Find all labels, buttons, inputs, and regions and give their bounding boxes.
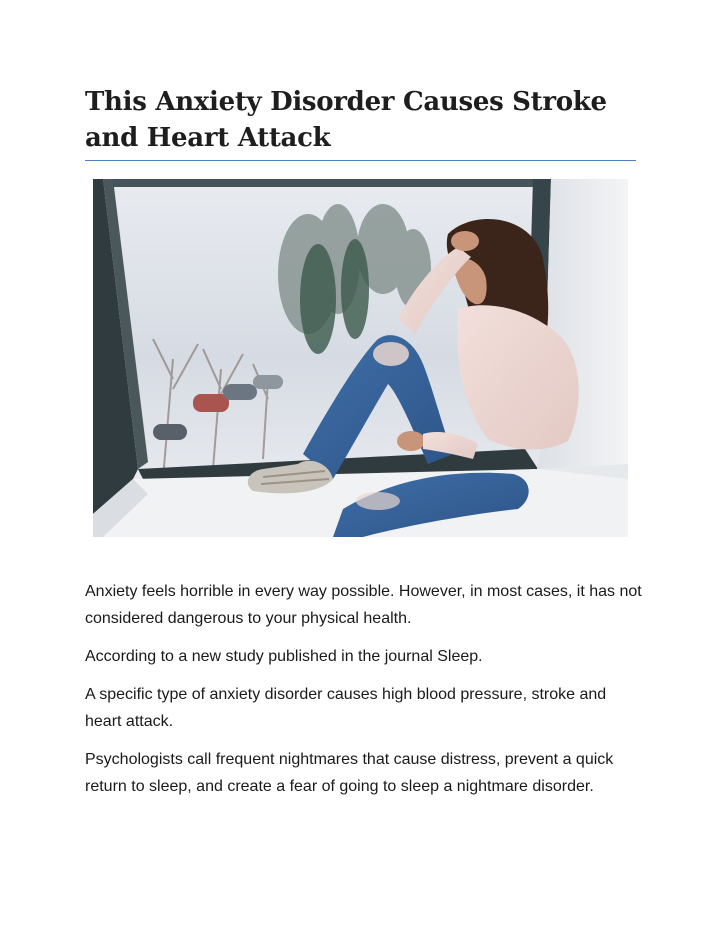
article-photo-woman-at-window xyxy=(93,179,628,537)
paragraph: According to a new study published in the journal Sleep. xyxy=(85,648,483,665)
title-underline-divider xyxy=(85,160,636,161)
article-title: This Anxiety Disorder Causes Stroke and Heart Attack xyxy=(85,87,607,153)
paragraph: Anxiety feels horrible in every way possible. However, in most cases, it has not considered dangerous to your physical health. xyxy=(85,583,642,627)
paragraph: A specific type of anxiety disorder causes high blood pressure, stroke and heart attack. xyxy=(85,686,607,730)
article-body xyxy=(85,578,645,811)
paragraph: Psychologists call frequent nightmares that cause distress, prevent a quick return to sleep, and create a fear of going to sleep a nightmare disorder. xyxy=(85,751,614,795)
